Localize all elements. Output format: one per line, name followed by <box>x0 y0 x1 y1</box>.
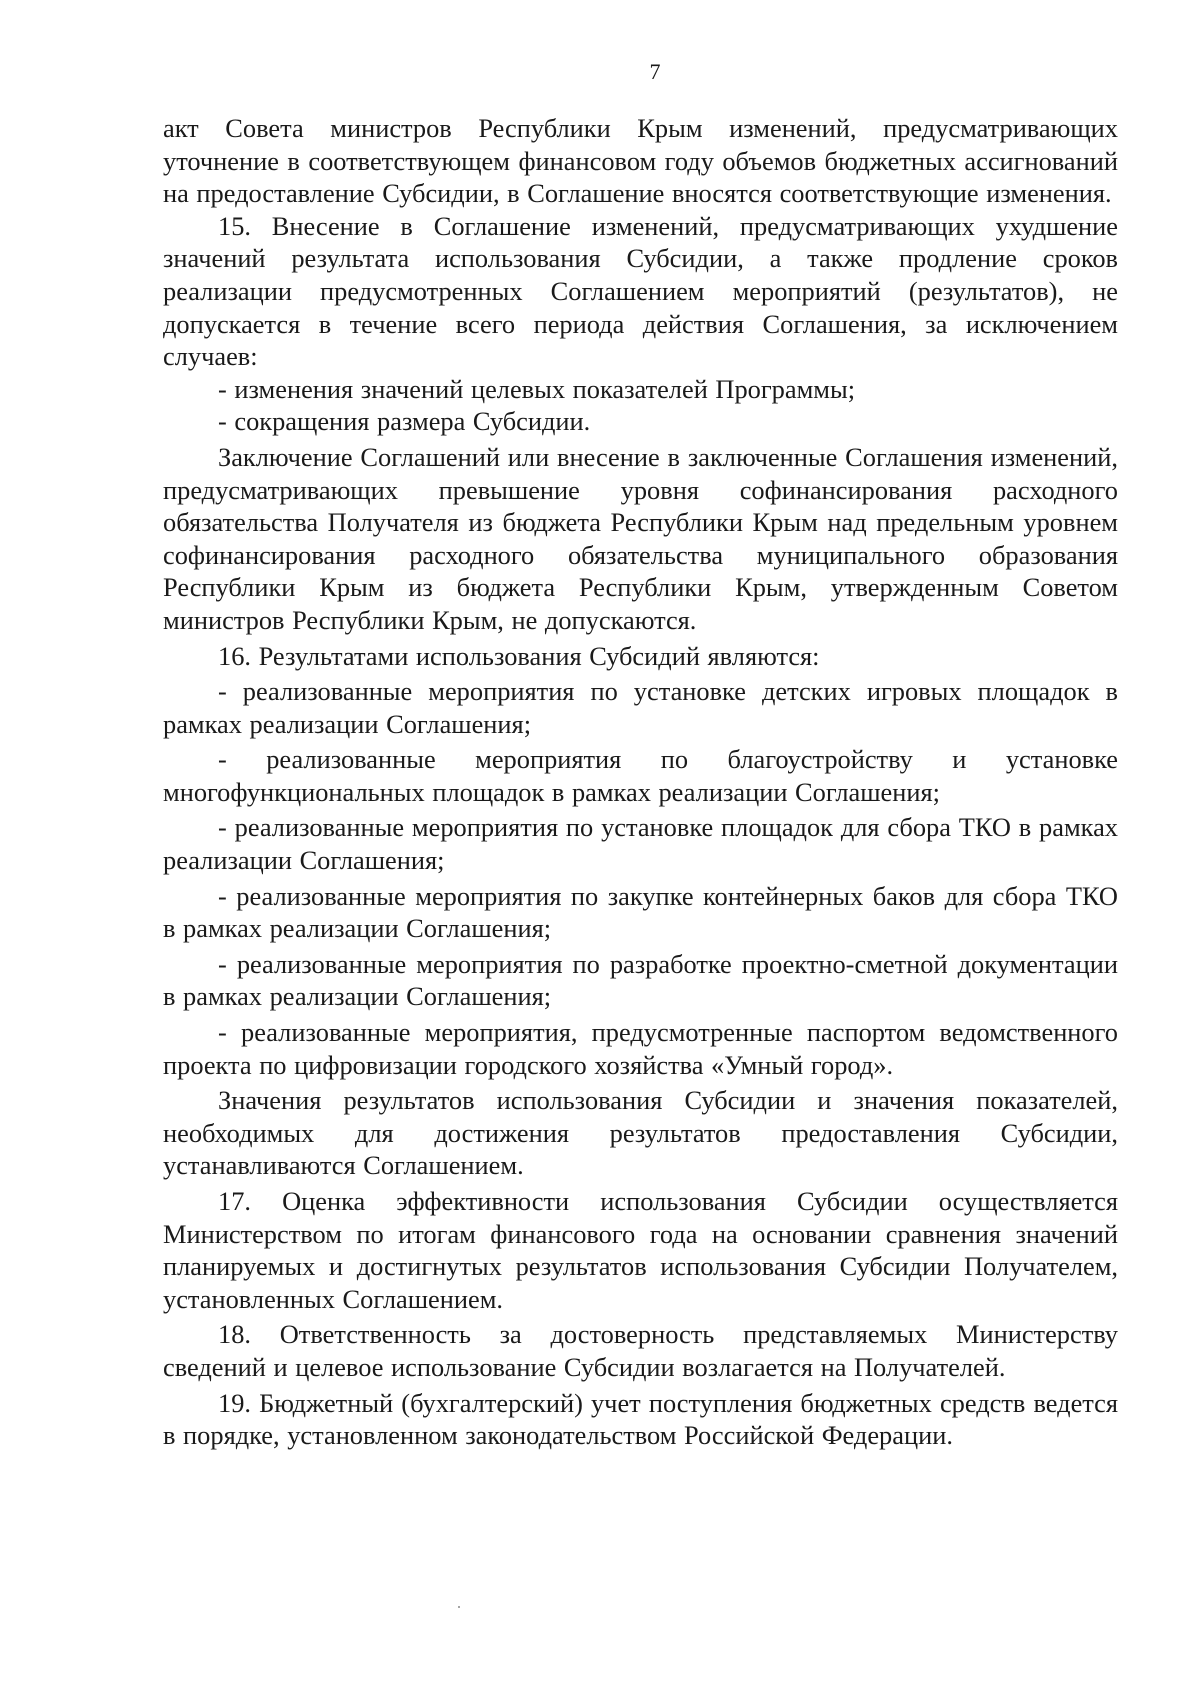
scan-speck <box>458 1606 460 1608</box>
paragraph-agreements: Заключение Соглашений или внесение в заключенные Соглашения изменений, предусматривающих превышение уровня софинансирования расходного обязательства Получателя из бюджета Республики Крым над предельным уровнем софинансирования расходного обязательства муниципального образования Республики Крым из бюджета Республики Крым, утвержденным Советом министров Республики Крым, не допускаются. <box>163 441 1118 635</box>
list-item-subsidy-reduction: - сокращения размера Субсидии. <box>218 406 591 437</box>
paragraph-continuation: акт Совета министров Республики Крым изменений, предусматривающих уточнение в соответствующем финансовом году объемов бюджетных ассигнований на предоставление Субсидии, в Соглашение вносятся соответствующие изменения. <box>163 113 1118 209</box>
list-item-playgrounds: - реализованные мероприятия по установке детских игровых площадок в рамках реализации Соглашения; <box>163 676 1118 739</box>
paragraph-item-19: 19. Бюджетный (бухгалтерский) учет поступления бюджетных средств ведется в порядке, установленном законодательством Российской Федерации. <box>163 1387 1118 1451</box>
paragraph-item-17: 17. Оценка эффективности использования Субсидии осуществляется Министерством по итогам финансового года на основании сравнения значений планируемых и достигнутых результатов использования Субсидии Получателем, установленных Соглашением. <box>163 1186 1118 1314</box>
document-body <box>163 112 1118 1452</box>
paragraph-item-16: 16. Результатами использования Субсидий являются: <box>218 640 820 671</box>
list-item-design-documentation: - реализованные мероприятия по разработке проектно-сметной документации в рамках реализации Соглашения; <box>163 948 1118 1012</box>
paragraph-item-18: 18. Ответственность за достоверность представляемых Министерству сведений и целевое использование Субсидии возлагается на Получателей. <box>163 1319 1118 1382</box>
list-item-smart-city: - реализованные мероприятия, предусмотренные паспортом ведомственного проекта по цифровизации городского хозяйства «Умный город». <box>163 1017 1118 1080</box>
page-number: 7 <box>649 59 661 84</box>
list-item-multifunctional-sites: - реализованные мероприятия по благоустройству и установке многофункциональных площадок в рамках реализации Соглашения; <box>163 744 1118 807</box>
list-item-waste-sites: - реализованные мероприятия по установке площадок для сбора ТКО в рамках реализации Соглашения; <box>163 812 1118 876</box>
list-item-indicators: - изменения значений целевых показателей Программы; <box>218 373 856 404</box>
list-item-waste-containers: - реализованные мероприятия по закупке контейнерных баков для сбора ТКО в рамках реализации Соглашения; <box>163 880 1118 944</box>
paragraph-item-15: 15. Внесение в Соглашение изменений, предусматривающих ухудшение значений результата использования Субсидии, а также продление сроков реализации предусмотренных Соглашением мероприятий (результатов), не допускается в течение всего периода действия Соглашения, за исключением случаев: <box>163 210 1118 372</box>
paragraph-result-values: Значения результатов использования Субсидии и значения показателей, необходимых для достижения результатов предоставления Субсидии, устанавливаются Соглашением. <box>163 1085 1118 1181</box>
